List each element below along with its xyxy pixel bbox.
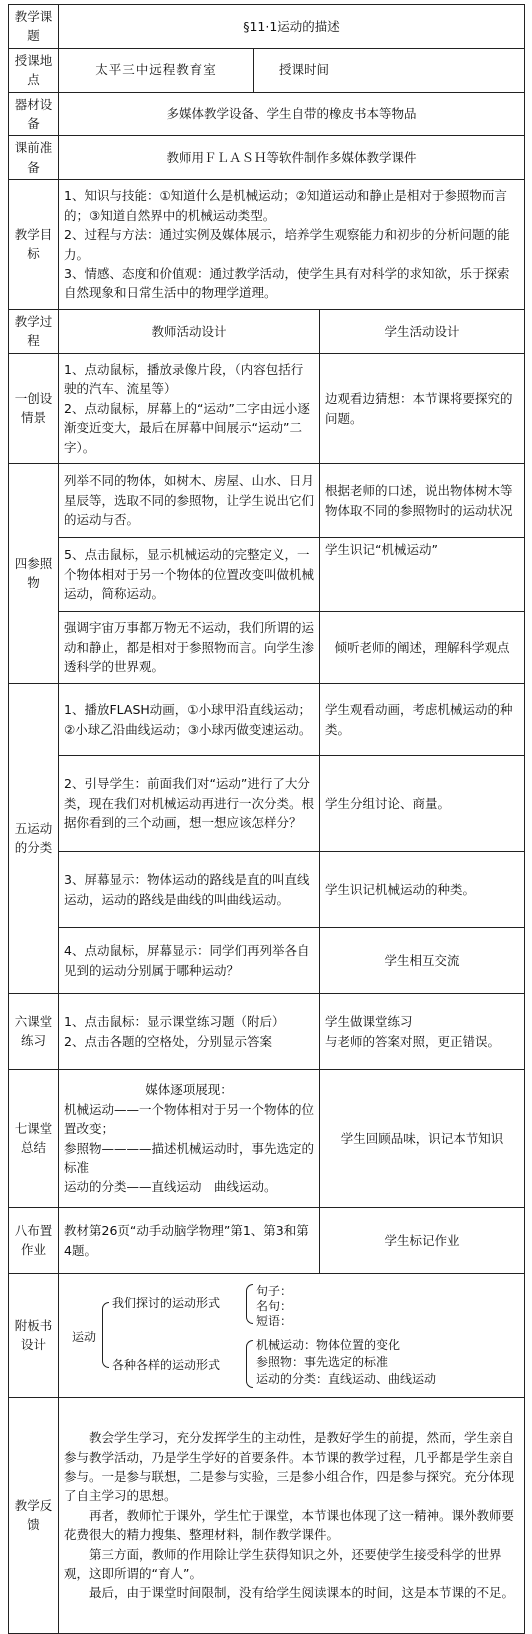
goals-row — [9, 180, 525, 310]
section-classification-teacher: 1、播放FLASH动画，①小球甲沿直线运动；②小球乙沿曲线运动；③小球丙做变速运动。 — [59, 684, 320, 756]
equipment-row — [9, 92, 525, 136]
section-situation-student: 边观看边猜想：本节课将要探究的问题。 — [320, 354, 525, 464]
board-branch-2-brace — [246, 1340, 253, 1388]
summary-line: 参照物————描述机械运动时，事先选定的标准 — [64, 1140, 315, 1175]
prep-value: 教师用ＦＬＡＳＨ等软件制作多媒体教学课件 — [59, 136, 525, 180]
place-value: 太平三中远程教育室 — [59, 48, 254, 92]
board-branch-1-item: 句子： — [256, 1283, 293, 1298]
section-classification-student: 学生识记机械运动的种类。 — [320, 852, 525, 928]
section-practice-student: 学生做课堂练习 与老师的答案对照，更正错误。 — [320, 994, 525, 1070]
section-situation-label: 一创设情景 — [9, 354, 59, 464]
section-reference-student: 学生识记“机械运动” — [320, 538, 525, 612]
section-classification-label: 五运动的分类 — [9, 684, 59, 994]
section-reference-teacher: 5、点击鼠标，显示机械运动的完整定义，一个物体相对于另一个物体的位置改变叫做机械运动，简称运动。 — [59, 538, 320, 612]
lesson-plan-table — [8, 4, 525, 1634]
section-classification-teacher: 2、引导学生：前面我们对“运动”进行了大分类，现在我们对机械运动再进行一次分类。根据你看到的三个动画，想一想应该怎样分？ — [59, 756, 320, 852]
equipment-value: 多媒体教学设备、学生自带的橡皮书本等物品 — [59, 92, 525, 136]
section-classification-student: 学生相互交流 — [320, 928, 525, 994]
title-label: 教学课题 — [9, 5, 59, 49]
board-root: 运动 — [72, 1329, 97, 1344]
title-value: §11·1运动的描述 — [59, 5, 525, 49]
section-reference-teacher: 强调宇宙万事都万物无不运动，我们所谓的运动和静止，都是相对于参照物而言。向学生渗透科学的世界观。 — [59, 612, 320, 684]
goal-item: 1、知识与技能：①知道什么是机械运动；②知道运动和静止是相对于参照物而言的；③知道自然界中的机械运动类型。 — [64, 188, 507, 223]
section-practice-label: 六课堂练习 — [9, 994, 59, 1070]
reflection-label: 教学反馈 — [9, 1398, 59, 1634]
section-reference-row — [9, 612, 525, 684]
summary-line: 媒体逐项展现： — [145, 1082, 233, 1098]
process-label: 教学过程 — [9, 310, 59, 354]
process-header-row — [9, 310, 525, 354]
section-situation-teacher: 1、点动鼠标，播放录像片段，（内容包括行驶的汽车、流星等） 2、点动鼠标，屏幕上的“运动”二字由远小逐渐变近变大，最后在屏幕中间展示“运动”二字）。 — [59, 354, 320, 464]
prep-label: 课前准备 — [9, 136, 59, 180]
section-classification-student: 学生观看动画，考虑机械运动的种类。 — [320, 684, 525, 756]
section-situation-row — [9, 354, 525, 464]
goals-content — [59, 180, 525, 310]
section-classification-row — [9, 928, 525, 994]
time-label: 授课时间 — [278, 62, 329, 78]
teacher-column-header: 教师活动设计 — [59, 310, 320, 354]
section-classification-student: 学生分组讨论、商量。 — [320, 756, 525, 852]
equipment-label: 器材设备 — [9, 92, 59, 136]
section-homework-label: 八布置作业 — [9, 1208, 59, 1274]
section-classification-teacher: 4、点动鼠标，屏幕显示：同学们再列举各自见到的运动分别属于哪种运动？ — [59, 928, 320, 994]
student-column-header: 学生活动设计 — [320, 310, 525, 354]
section-summary-teacher — [59, 1070, 320, 1208]
reflection-row — [9, 1398, 525, 1634]
section-homework-teacher: 教材第26页“动手动脑学物理”第1、第3和第4题。 — [59, 1208, 320, 1274]
section-reference-label: 四参照物 — [9, 464, 59, 684]
section-reference-row — [9, 464, 525, 538]
board-branch-1-item: 短语： — [256, 1313, 293, 1328]
board-branch-1-brace — [246, 1284, 253, 1324]
board-branch-1-item: 名句： — [256, 1298, 293, 1313]
section-classification-teacher: 3、屏幕显示：物体运动的路线是直的叫直线运动，运动的路线是曲线的叫曲线运动。 — [59, 852, 320, 928]
board-branch-2-item: 运动的分类：直线运动、曲线运动 — [256, 1371, 437, 1386]
section-reference-student: 根据老师的口述，说出物体树木等物体取不同的参照物时的运动状况 — [320, 464, 525, 538]
section-reference-teacher: 列举不同的物体，如树木、房屋、山水、日月星辰等，选取不同的参照物，让学生说出它们的运动与否。 — [59, 464, 320, 538]
section-summary-row — [9, 1070, 525, 1208]
section-reference-student: 倾听老师的阐述，理解科学观点 — [320, 612, 525, 684]
section-classification-row — [9, 756, 525, 852]
summary-line: 运动的分类——直线运动 曲线运动。 — [64, 1179, 277, 1195]
section-classification-row — [9, 684, 525, 756]
goals-label: 教学目标 — [9, 180, 59, 310]
section-homework-student: 学生标记作业 — [320, 1208, 525, 1274]
section-classification-row — [9, 852, 525, 928]
section-summary-student: 学生回顾品味，识记本节知识 — [320, 1070, 525, 1208]
section-practice-teacher: 1、点击鼠标：显示课堂练习题（附后） 2、点击各题的空格处，分别显示答案 — [59, 994, 320, 1070]
board-diagram — [64, 1284, 519, 1388]
goal-item: 3、情感、态度和价值观：通过教学活动，使学生具有对科学的求知欲，乐于探索自然现象和日常生活中的物理学道理。 — [64, 265, 510, 301]
time-cell — [254, 48, 525, 92]
goal-item: 2、过程与方法：通过实例及媒体展示，培养学生观察能力和初步的分析问题的能力。 — [64, 227, 510, 262]
place-label: 授课地点 — [9, 48, 59, 92]
reflection-paragraph: 最后，由于课堂时间限制，没有给学生阅读课本的时间，这是本节课的不足。 — [89, 1585, 515, 1601]
reflection-paragraph: 教会学生学习，充分发挥学生的主动性，是教好学生的前提，然而，学生亲自参与教学活动，乃是学生学好的首要条件。本节课的教学过程，几乎都是学生亲自参与。一是参与联想，二是参与实验，三是参小组合作，四是参与探究。充分体现了自主学习的思想。 — [64, 1430, 515, 1504]
reflection-content — [59, 1398, 525, 1634]
section-homework-row — [9, 1208, 525, 1274]
board-design-content — [59, 1274, 525, 1398]
board-root-brace — [102, 1302, 109, 1368]
title-row — [9, 5, 525, 49]
prep-row — [9, 136, 525, 180]
board-branch-2-item: 机械运动：物体位置的变化 — [256, 1337, 401, 1352]
board-branch-1: 我们探讨的运动形式 — [112, 1295, 221, 1310]
board-branch-2: 各种各样的运动形式 — [112, 1357, 221, 1372]
section-reference-row — [9, 538, 525, 612]
reflection-paragraph: 第三方面，教师的作用除让学生获得知识之外，还要使学生接受科学的世界观，这即所谓的“育人”。 — [64, 1546, 502, 1581]
section-summary-label: 七课堂总结 — [9, 1070, 59, 1208]
board-design-row — [9, 1274, 525, 1398]
summary-line: 机械运动——一个物体相对于另一个物体的位置改变； — [64, 1101, 315, 1137]
section-practice-row — [9, 994, 525, 1070]
reflection-paragraph: 再者，教师忙于课外，学生忙于课堂，本节课也体现了这一精神。课外教师要花费很大的精力搜集、整理材料，制作教学课件。 — [64, 1507, 515, 1543]
place-row — [9, 48, 525, 92]
board-design-label: 附板书设计 — [9, 1274, 59, 1398]
board-branch-2-item: 参照物：事先选定的标准 — [256, 1354, 389, 1369]
